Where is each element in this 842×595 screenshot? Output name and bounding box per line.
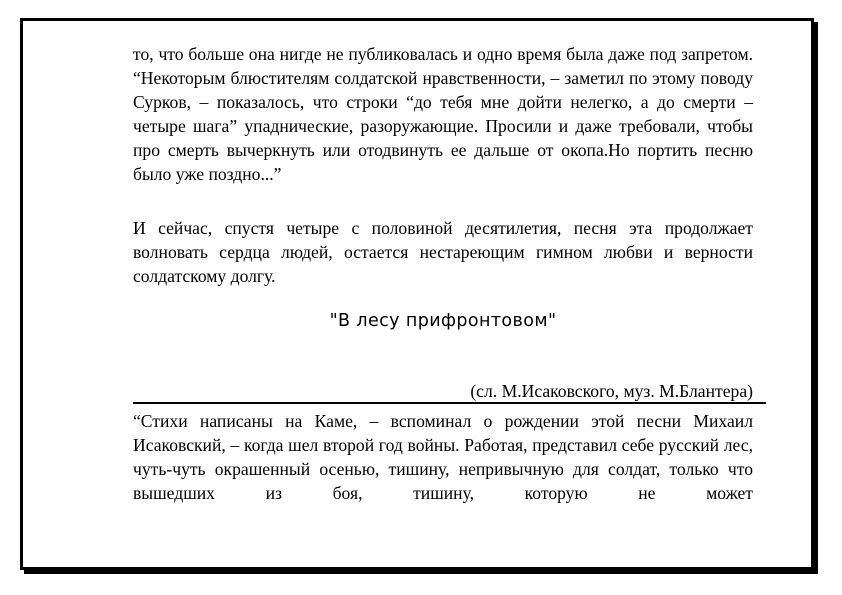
paragraph-surkov-quote: то, что больше она нигде не публиковалась и одно время была даже под запретом. “Некоторым блюстителям солдатской нравственности, – заметил по этому поводу Сурков, – показалось, что строки “до тебя мне дойти нелегко, а до смерти – четыре шага” упаднические, разоружающие. Просили и даже требовали, чтобы про смерть вычеркнуть или отодвинуть ее дальше от окопа.Но портить песню было уже поздно...” xyxy=(133,44,753,184)
text-block-top xyxy=(133,42,753,288)
paragraph-isakovsky-quote: “Стихи написаны на Каме, – вспоминал о рождении этой песни Михаил Исаковский, – когда шел второй год войны. Работая, представил себе русский лес, чуть-чуть окрашенный осенью, тишину, непривычную для солдат, только что вышедших из боя, тишину, которую не может xyxy=(133,411,753,503)
paragraph-anthem: И сейчас, спустя четыре с половиной десятилетия, песня эта продолжает волновать сердца людей, остается нестареющим гимном любви и верности солдатскому долгу. xyxy=(133,218,753,286)
text-block-bottom xyxy=(133,409,753,505)
song-title: "В лесу прифронтовом" xyxy=(329,311,557,331)
divider-line xyxy=(133,402,766,404)
song-credits: (сл. М.Исаковского, муз. М.Блантера) xyxy=(470,381,753,401)
